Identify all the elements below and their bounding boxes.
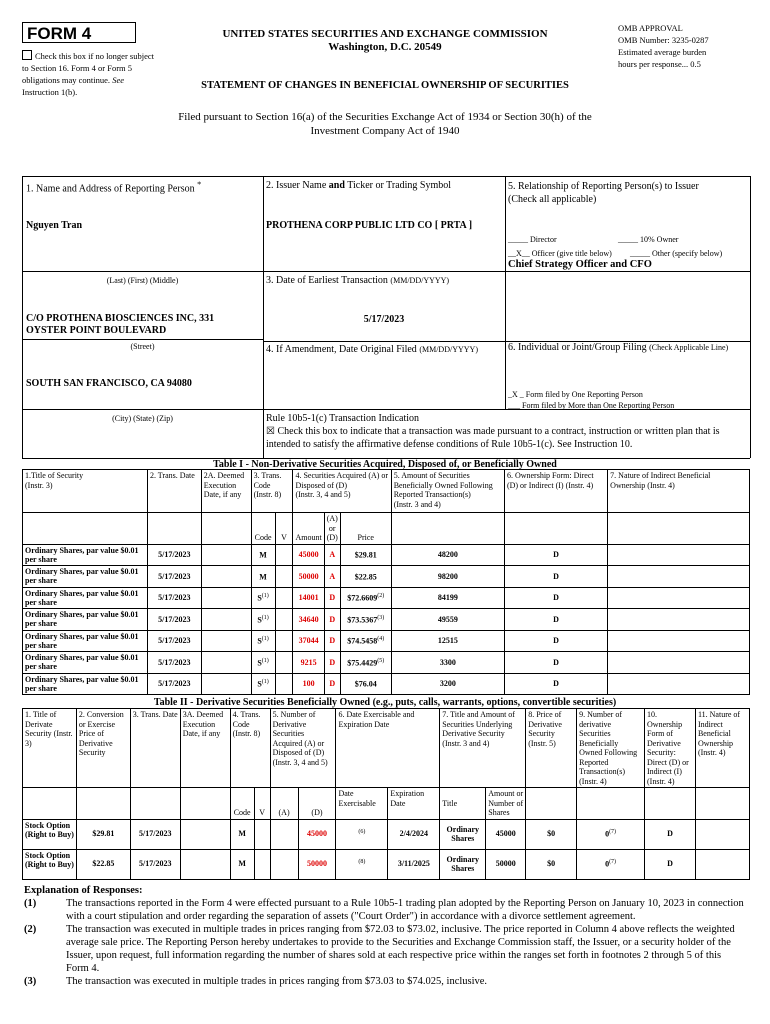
- t1-v: [275, 673, 293, 695]
- t2-sub-amt: Amount or Number of Shares: [486, 788, 526, 820]
- omb-approval: [618, 22, 758, 70]
- t1-price-footnote: (5): [377, 657, 385, 664]
- t2-deemed: [180, 819, 230, 849]
- t1-price-value: $74.5458: [347, 636, 378, 646]
- t1-price: [340, 566, 391, 588]
- t2-sub-a: (A): [270, 788, 298, 820]
- table-row: [23, 673, 750, 695]
- box1-label: [26, 180, 201, 194]
- other-option[interactable]: _____ Other (specify below): [630, 249, 723, 258]
- t1-title: Ordinary Shares, par value $0.01 per share: [23, 587, 148, 609]
- t2-owned-footnote: (7): [609, 829, 617, 836]
- t2-exer: [336, 849, 388, 879]
- t1-aord: D: [324, 609, 340, 631]
- t1-code-footnote: (1): [261, 657, 269, 664]
- omb-line4: hours per response... 0.5: [618, 59, 701, 69]
- t1-h2a: 2A. Deemed Execution Date, if any: [201, 470, 251, 513]
- t1-v: [275, 587, 293, 609]
- t1-h1-sub: (Instr. 3): [25, 480, 53, 490]
- t2-date: 5/17/2023: [130, 819, 180, 849]
- t1-form: D: [504, 652, 607, 674]
- t2-sub-code: Code: [230, 788, 254, 820]
- table-row: [23, 819, 750, 849]
- box5-sub: (Check all applicable): [508, 194, 597, 205]
- rule-10b5-1: [266, 412, 746, 451]
- reporter-city: SOUTH SAN FRANCISCO, CA 94080: [26, 378, 192, 389]
- t1-price-footnote: (2): [377, 593, 385, 600]
- t1-code: [251, 544, 275, 566]
- t1-nature: [608, 587, 750, 609]
- t1-code: [251, 587, 275, 609]
- t1-h7: 7. Nature of Indirect Beneficial Ownership (Instr. 4): [608, 470, 750, 513]
- t1-amount: 14001: [293, 587, 324, 609]
- t1-v: [275, 630, 293, 652]
- rule-title: Rule 10b5-1(c) Transaction Indication: [266, 413, 420, 424]
- t2-h7: 7. Title and Amount of Securities Underlying Derivative Security (Instr. 3 and 4): [440, 709, 526, 788]
- t1-h4-text: 4. Securities Acquired (A) or Disposed of (D): [295, 471, 389, 490]
- agency-line1: UNITED STATES SECURITIES AND EXCHANGE COMMISSION: [222, 28, 548, 40]
- issuer-name: PROTHENA CORP PUBLIC LTD CO [ PRTA ]: [266, 220, 473, 231]
- t1-price-value: $72.6609: [347, 593, 378, 603]
- t2-form: D: [645, 819, 696, 849]
- rule-checkbox-icon[interactable]: ☒: [266, 426, 275, 437]
- t2-owned: [577, 819, 645, 849]
- t1-form: D: [504, 544, 607, 566]
- box6-label: [508, 342, 748, 354]
- checkbox-icon[interactable]: [22, 50, 32, 60]
- t1-deemed: [201, 673, 251, 695]
- footnote-number: (2): [24, 924, 37, 935]
- reporter-name: Nguyen Tran: [26, 220, 83, 231]
- t1-price-value: $29.81: [354, 550, 377, 560]
- t2-exer-footnote: (6): [358, 829, 366, 836]
- t1-sub-amount: Amount: [293, 513, 324, 545]
- box5-label: [508, 180, 748, 206]
- t2-sub-exer: Date Exercisable: [336, 788, 388, 820]
- t1-h5-sub: (Instr. 3 and 4): [393, 499, 441, 509]
- footnote-item: [24, 897, 744, 923]
- t1-date: 5/17/2023: [147, 673, 201, 695]
- t1-price: [340, 609, 391, 631]
- box2-label-a: 2. Issuer Name: [266, 180, 327, 191]
- box4-label: [266, 344, 478, 355]
- t1-amount: 9215: [293, 652, 324, 674]
- t1-v: [275, 609, 293, 631]
- t1-amount: 50000: [293, 566, 324, 588]
- t2-d: 45000: [298, 819, 336, 849]
- t2-v: [254, 819, 270, 849]
- table-row: [23, 587, 750, 609]
- t2-h4: 4. Trans. Code (Instr. 8): [230, 709, 270, 788]
- t2-h2: 2. Conversion or Exercise Price of Derivative Security: [76, 709, 130, 788]
- t2-dprice: $0: [526, 849, 577, 879]
- t2-a: [270, 849, 298, 879]
- t2-h3: 3. Trans. Date: [130, 709, 180, 788]
- t1-form: D: [504, 630, 607, 652]
- t1-code-footnote: (1): [261, 593, 269, 600]
- t2-a: [270, 819, 298, 849]
- t1-sub-aord: (A) or (D): [324, 513, 340, 545]
- t1-h6: 6. Ownership Form: Direct (D) or Indirect (I) (Instr. 4): [504, 470, 607, 513]
- omb-line2: OMB Number: 3235-0287: [618, 35, 709, 45]
- t1-code-footnote: (1): [261, 636, 269, 643]
- table2-caption: Table II - Derivative Securities Beneficially Owned (e.g., puts, calls, warrants, options, convertible securities): [153, 697, 617, 708]
- box6-sub: (Check Applicable Line): [649, 343, 729, 352]
- reporter-address: [26, 313, 214, 337]
- t1-owned: 12515: [391, 630, 504, 652]
- one-person-option[interactable]: _X _ Form filed by One Reporting Person: [508, 390, 643, 399]
- t1-title: Ordinary Shares, par value $0.01 per share: [23, 652, 148, 674]
- t1-code-value: S: [257, 615, 262, 625]
- t2-owned: [577, 849, 645, 879]
- footnote-text: The transactions reported in the Form 4 were effected pursuant to a Rule 10b5-1 trading plan adopted by the Reporting Person on January 10, 2023 in connection with a court stipulation and order regarding the separation of assets ("Court Order") in accordance with a divorce settlement agreement.: [66, 898, 744, 922]
- box2-label: [266, 180, 451, 191]
- t2-exer-footnote: (8): [358, 859, 366, 866]
- t1-h1-text: 1.Title of Security: [25, 471, 84, 480]
- t2-date: 5/17/2023: [130, 849, 180, 879]
- address-line1: C/O PROTHENA BIOSCIENCES INC, 331: [26, 313, 215, 324]
- t1-code: [251, 652, 275, 674]
- more-person-option[interactable]: ___ Form filed by More than One Reporting Person: [508, 401, 675, 410]
- table2: [22, 708, 750, 880]
- t1-price-footnote: (3): [377, 614, 385, 621]
- form-label: FORM 4: [22, 22, 136, 43]
- t1-code-value: S: [257, 593, 262, 603]
- footnote-text: The transaction was executed in multiple trades in prices ranging from $73.03 to $74.025, inclusive.: [66, 976, 488, 987]
- t2-d: 50000: [298, 849, 336, 879]
- table1: [22, 469, 750, 695]
- t2-price: $29.81: [76, 819, 130, 849]
- t2-sub-exp: Expiration Date: [388, 788, 440, 820]
- t2-price: $22.85: [76, 849, 130, 879]
- footnote-item: [24, 923, 744, 975]
- t2-exer: [336, 819, 388, 849]
- t2-title: Stock Option (Right to Buy): [23, 819, 77, 849]
- t1-price: [340, 544, 391, 566]
- box3-label-text: 3. Date of Earliest Transaction: [266, 275, 388, 286]
- t1-deemed: [201, 566, 251, 588]
- t2-code: M: [230, 849, 254, 879]
- t2-nature: [695, 849, 749, 879]
- t2-owned-value: 0: [605, 830, 610, 840]
- t2-h1: 1. Title of Derivate Security (Instr. 3): [23, 709, 77, 788]
- t2-sub-v: V: [254, 788, 270, 820]
- t1-price-value: $22.85: [354, 572, 377, 582]
- t1-nature: [608, 673, 750, 695]
- t1-date: 5/17/2023: [147, 566, 201, 588]
- t2-h5: 5. Number of Derivative Securities Acquired (A) or Disposed of (D) (Instr. 3, 4 and 5): [270, 709, 336, 788]
- filed-pursuant: [150, 110, 620, 138]
- t1-title: Ordinary Shares, par value $0.01 per share: [23, 609, 148, 631]
- t2-uamt: 50000: [486, 849, 526, 879]
- t1-price: [340, 630, 391, 652]
- t1-amount: 45000: [293, 544, 324, 566]
- explanation: [24, 884, 744, 988]
- t1-amount: 100: [293, 673, 324, 695]
- t1-code-value: S: [257, 636, 262, 646]
- t1-price: [340, 587, 391, 609]
- t1-date: 5/17/2023: [147, 652, 201, 674]
- t1-owned: 3200: [391, 673, 504, 695]
- t1-nature: [608, 609, 750, 631]
- t1-owned: 98200: [391, 566, 504, 588]
- t2-exp: 2/4/2024: [388, 819, 440, 849]
- t2-exp: 3/11/2025: [388, 849, 440, 879]
- t1-form: D: [504, 587, 607, 609]
- statement-title: STATEMENT OF CHANGES IN BENEFICIAL OWNERSHIP OF SECURITIES: [201, 80, 569, 91]
- t1-h1: [23, 470, 148, 513]
- t1-code: [251, 630, 275, 652]
- t2-h3a: 3A. Deemed Execution Date, if any: [180, 709, 230, 788]
- t1-code-footnote: (1): [261, 614, 269, 621]
- section16-note-text: Check this box if no longer subject to Section 16. Form 4 or Form 5 obligations may continue.: [22, 51, 154, 85]
- t1-code: [251, 609, 275, 631]
- t2-uamt: 45000: [486, 819, 526, 849]
- t1-code-value: S: [257, 679, 262, 689]
- t1-nature: [608, 652, 750, 674]
- t1-price: [340, 652, 391, 674]
- t1-form: D: [504, 609, 607, 631]
- t2-sub-d: (D): [298, 788, 336, 820]
- t1-owned: 49559: [391, 609, 504, 631]
- earliest-date: 5/17/2023: [363, 314, 405, 325]
- box2-label-and: and: [328, 180, 345, 191]
- table-row: [23, 609, 750, 631]
- officer-option[interactable]: __X__ Officer (give title below): [508, 249, 612, 258]
- explanation-title: Explanation of Responses:: [24, 885, 143, 896]
- t2-h11: 11. Nature of Indirect Beneficial Ownership (Instr. 4): [695, 709, 749, 788]
- t2-dprice: $0: [526, 819, 577, 849]
- t1-date: 5/17/2023: [147, 544, 201, 566]
- agency-line2: Washington, D.C. 20549: [328, 41, 442, 53]
- t1-h3-sub: (Instr. 8): [253, 490, 282, 499]
- t1-code-footnote: (1): [261, 679, 269, 686]
- section16-note-tail: Instruction 1(b).: [22, 87, 78, 97]
- t1-deemed: [201, 544, 251, 566]
- t1-owned: 48200: [391, 544, 504, 566]
- t1-price: [340, 673, 391, 695]
- table-row: [23, 566, 750, 588]
- t2-form: D: [645, 849, 696, 879]
- t2-deemed: [180, 849, 230, 879]
- t2-v: [254, 849, 270, 879]
- t2-owned-footnote: (7): [609, 859, 617, 866]
- t1-sub-v: V: [275, 513, 293, 545]
- t1-nature: [608, 630, 750, 652]
- t1-aord: A: [324, 544, 340, 566]
- omb-line3: Estimated average burden: [618, 47, 707, 57]
- t2-utitle: Ordinary Shares: [440, 819, 486, 849]
- t1-h3-text: 3. Trans. Code: [253, 471, 282, 490]
- t1-form: D: [504, 566, 607, 588]
- t1-deemed: [201, 587, 251, 609]
- t1-code-value: M: [259, 550, 267, 560]
- t1-aord: D: [324, 630, 340, 652]
- t2-owned-value: 0: [605, 860, 610, 870]
- t1-nature: [608, 544, 750, 566]
- box4-format: (MM/DD/YYYY): [419, 345, 478, 354]
- t1-price-value: $75.4429: [347, 658, 378, 668]
- box1-footnote: *: [197, 180, 202, 189]
- street-caption: (Street): [130, 342, 155, 351]
- name-caption: (Last) (First) (Middle): [106, 276, 179, 285]
- t1-owned: 84199: [391, 587, 504, 609]
- section16-note-see: See: [112, 75, 124, 85]
- address-line2: OYSTER POINT BOULEVARD: [26, 325, 167, 336]
- t1-price-footnote: (4): [377, 636, 385, 643]
- t1-date: 5/17/2023: [147, 587, 201, 609]
- box1-label-text: 1. Name and Address of Reporting Person: [26, 183, 195, 195]
- t2-h9: 9. Number of derivative Securities Beneficially Owned Following Reported Transaction(s) (Instr. 4): [577, 709, 645, 788]
- footnote-item: [24, 975, 744, 988]
- table1-caption: Table I - Non-Derivative Securities Acquired, Disposed of, or Beneficially Owned: [213, 459, 557, 470]
- t1-v: [275, 652, 293, 674]
- t1-form: D: [504, 673, 607, 695]
- table-row: [23, 652, 750, 674]
- filed-line1: Filed pursuant to Section 16(a) of the Securities Exchange Act of 1934 or Section 30(h) of the: [178, 111, 592, 123]
- t1-h5-text: 5. Amount of Securities Beneficially Owned Following Reported Transaction(s): [393, 471, 493, 499]
- footnote-text: The transaction was executed in multiple trades in prices ranging from $72.03 to $73.02, inclusive. The price reported in Column 4 above reflects the weighted average sale price. The Reporting Person hereby undertakes to provide to the Securities and Exchange Commission staff, the Issuer, or a security holder of the Issuer, upon request, full information regarding the number of shares sold at each respective price within the ranges set forth in footnotes 2 through 5 of this Form 4.: [66, 924, 735, 974]
- t1-sub-price: Price: [340, 513, 391, 545]
- t1-price-value: $73.5367: [347, 615, 378, 625]
- t1-amount: 34640: [293, 609, 324, 631]
- filed-line2: Investment Company Act of 1940: [310, 125, 460, 137]
- t1-title: Ordinary Shares, par value $0.01 per share: [23, 566, 148, 588]
- t1-title: Ordinary Shares, par value $0.01 per share: [23, 544, 148, 566]
- t1-code: [251, 566, 275, 588]
- t1-h2: 2. Trans. Date: [147, 470, 201, 513]
- t2-utitle: Ordinary Shares: [440, 849, 486, 879]
- t1-aord: D: [324, 673, 340, 695]
- box6-label-text: 6. Individual or Joint/Group Filing: [508, 342, 647, 353]
- city-caption: (City) (State) (Zip): [112, 414, 173, 423]
- t1-title: Ordinary Shares, par value $0.01 per share: [23, 630, 148, 652]
- t1-date: 5/17/2023: [147, 630, 201, 652]
- t1-h4: [293, 470, 391, 513]
- t1-deemed: [201, 652, 251, 674]
- t1-aord: D: [324, 587, 340, 609]
- footnote-number: (3): [24, 976, 37, 987]
- director-option[interactable]: _____ Director: [508, 235, 557, 244]
- table-row: [23, 630, 750, 652]
- t2-h6: 6. Date Exercisable and Expiration Date: [336, 709, 440, 788]
- t1-v: [275, 544, 293, 566]
- t1-deemed: [201, 609, 251, 631]
- rule-text: Check this box to indicate that a transaction was made pursuant to a contract, instruction or written plan that is intended to satisfy the affirmative defense conditions of Rule 10b5-1(c). See Instruction 10.: [266, 426, 720, 450]
- t2-title: Stock Option (Right to Buy): [23, 849, 77, 879]
- t1-h5: [391, 470, 504, 513]
- t1-sub-code: Code: [251, 513, 275, 545]
- t1-aord: D: [324, 652, 340, 674]
- t1-h4-sub: (Instr. 3, 4 and 5): [295, 490, 351, 499]
- t1-code-value: M: [259, 572, 267, 582]
- footnote-number: (1): [24, 898, 37, 909]
- table-row: [23, 544, 750, 566]
- t2-sub-title: Title: [440, 788, 486, 820]
- t1-price-value: $76.04: [354, 679, 377, 689]
- t1-aord: A: [324, 566, 340, 588]
- box4-label-text: 4. If Amendment, Date Original Filed: [266, 344, 417, 355]
- t1-nature: [608, 566, 750, 588]
- officer-title: Chief Strategy Officer and CFO: [508, 259, 652, 270]
- box3-label: [266, 275, 449, 286]
- t1-owned: 3300: [391, 652, 504, 674]
- t1-title: Ordinary Shares, par value $0.01 per share: [23, 673, 148, 695]
- t2-code: M: [230, 819, 254, 849]
- t1-code-value: S: [257, 658, 262, 668]
- t1-date: 5/17/2023: [147, 609, 201, 631]
- t2-h10: 10. Ownership Form of Derivative Security: Direct (D) or Indirect (I) (Instr. 4): [645, 709, 696, 788]
- box3-format: (MM/DD/YYYY): [390, 276, 450, 285]
- agency-title: [180, 28, 590, 54]
- t1-v: [275, 566, 293, 588]
- t2-h8: 8. Price of Derivative Security (Instr. 5): [526, 709, 577, 788]
- box5-label-text: 5. Relationship of Reporting Person(s) to Issuer: [508, 181, 699, 192]
- t2-nature: [695, 819, 749, 849]
- t1-deemed: [201, 630, 251, 652]
- section16-note: [22, 50, 162, 98]
- table-row: [23, 849, 750, 879]
- t1-code: [251, 673, 275, 695]
- box2-label-b: Ticker or Trading Symbol: [347, 180, 452, 191]
- omb-line1: OMB APPROVAL: [618, 23, 683, 33]
- ten-pct-option[interactable]: _____ 10% Owner: [618, 235, 679, 244]
- t1-h3: [251, 470, 293, 513]
- t1-amount: 37044: [293, 630, 324, 652]
